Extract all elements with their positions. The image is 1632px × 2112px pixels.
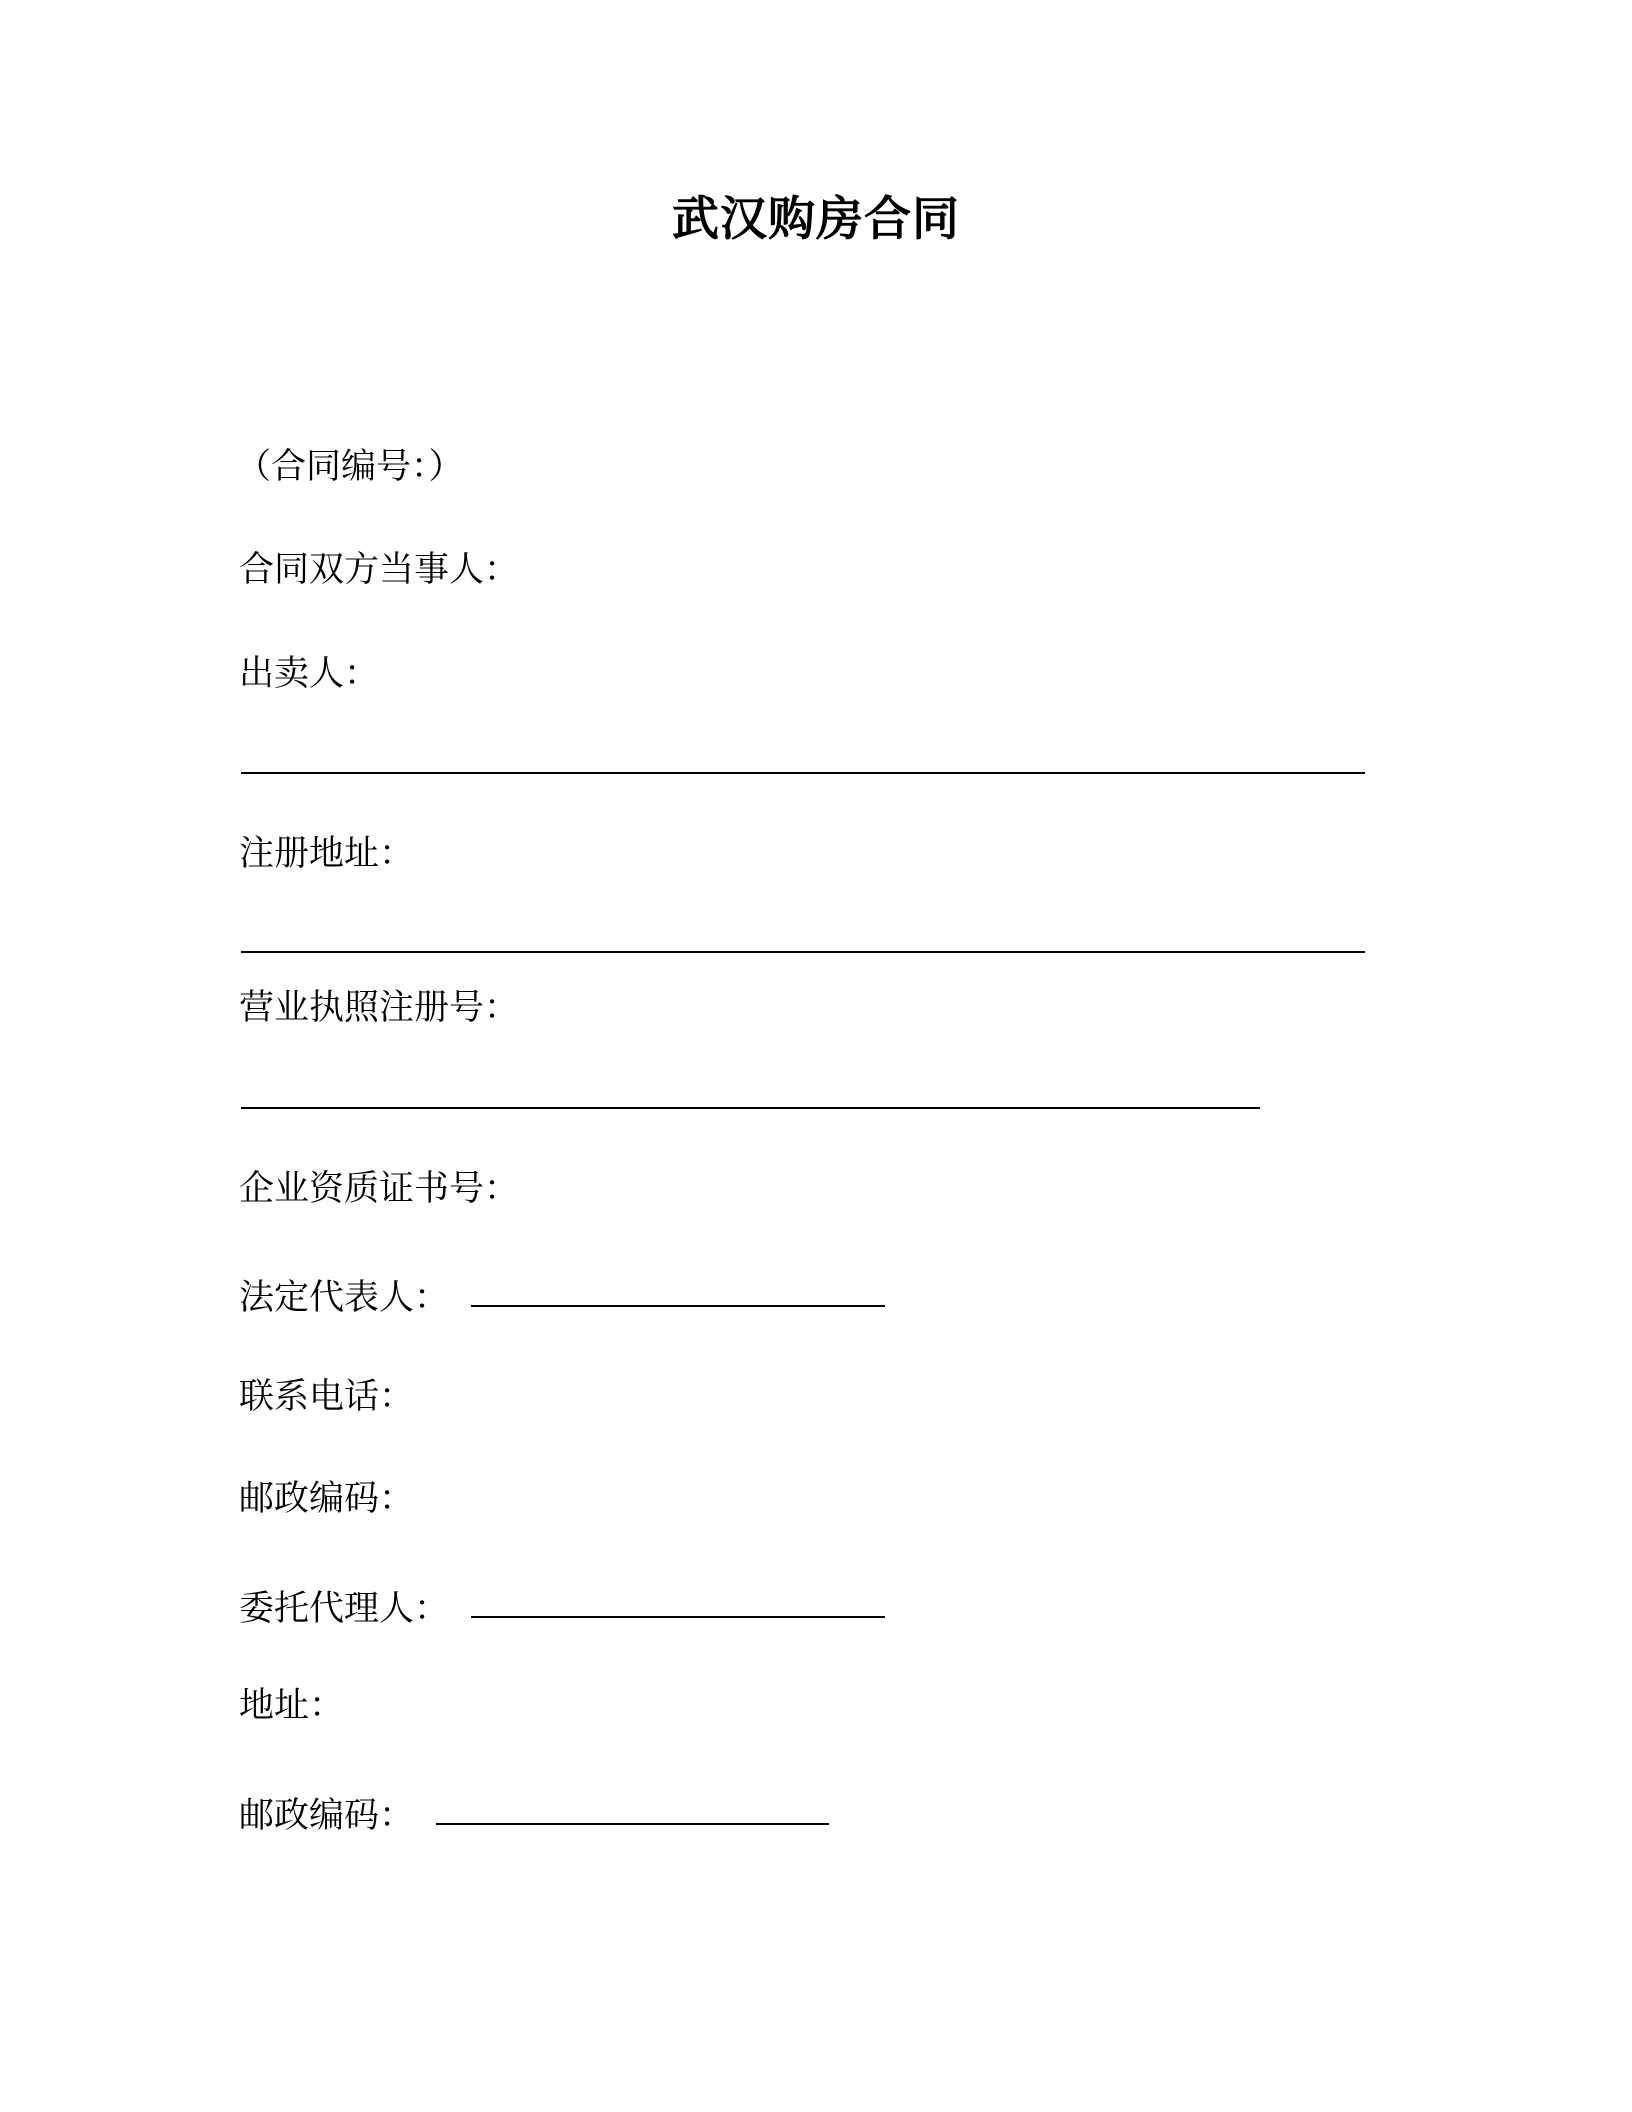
postal-code-label-2: 邮政编码：	[239, 1796, 415, 1836]
qualification-cert-label: 企业资质证书号：	[239, 1169, 520, 1209]
agent-label: 委托代理人：	[239, 1589, 450, 1629]
parties-heading: 合同双方当事人：	[239, 550, 520, 590]
legal-representative-row	[239, 1274, 885, 1322]
postal-code-label: 邮政编码：	[239, 1479, 415, 1519]
business-license-label: 营业执照注册号：	[239, 988, 520, 1028]
seller-label: 出卖人：	[239, 654, 380, 694]
contract-number-line: （合同编号：）	[236, 447, 464, 487]
address-label: 地址：	[239, 1686, 345, 1726]
seller-fill-line	[241, 772, 1365, 774]
registered-address-fill-line	[241, 951, 1365, 953]
postal-code-row-2	[239, 1792, 829, 1840]
business-license-fill-line	[241, 1107, 1260, 1109]
registered-address-label: 注册地址：	[239, 834, 415, 874]
agent-fill-line	[471, 1616, 885, 1618]
legal-representative-fill-line	[471, 1305, 885, 1307]
agent-row	[239, 1585, 885, 1633]
postal-code-fill-line-2	[436, 1823, 829, 1825]
legal-representative-label: 法定代表人：	[239, 1278, 450, 1318]
phone-label: 联系电话：	[239, 1377, 415, 1417]
document-title: 武汉购房合同	[672, 192, 960, 247]
